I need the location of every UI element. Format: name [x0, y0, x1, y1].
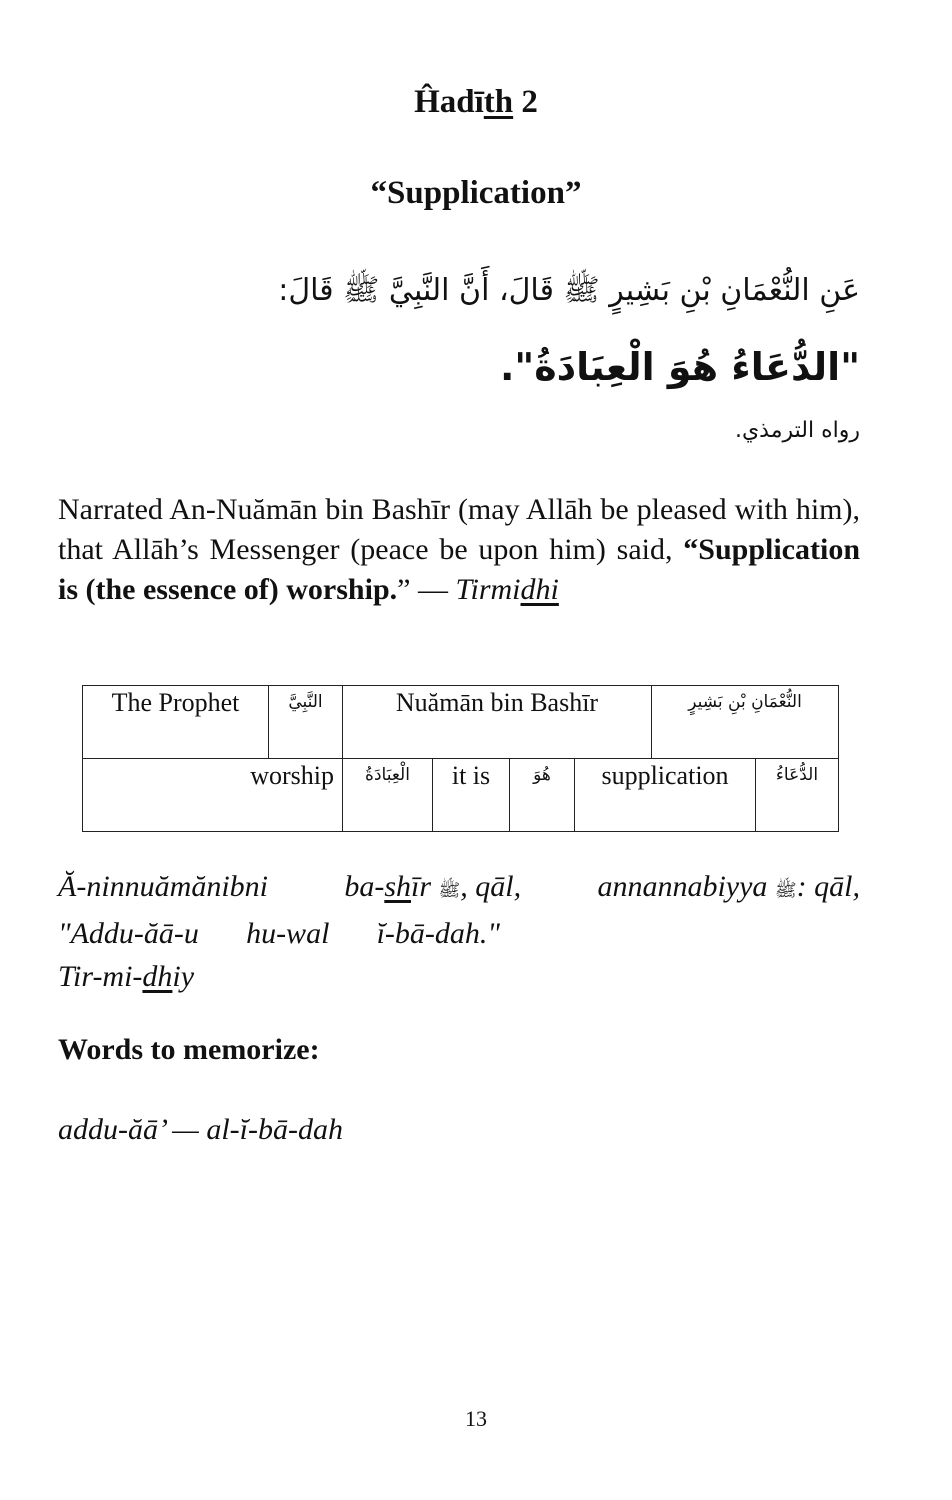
vocab-en-supplication: supplication: [575, 759, 756, 832]
vocab-ar-the-prophet: النَّبِيَّ: [269, 686, 343, 759]
transliteration: [58, 865, 860, 998]
page-number: 13: [465, 1406, 487, 1431]
transliteration-line-2: "Addu-ăā-u hu-wal ĭ-bā-dah.": [58, 917, 500, 950]
vocab-ar-numan-bin-bashir: النُّعْمَانِ بْنِ بَشِيرٍ: [652, 686, 839, 759]
arabic-matn: "الدُّعَاءُ هُوَ الْعِبَادَةُ".: [499, 345, 860, 389]
english-narration: Narrated An-Nuămān bin Bashīr (may Allāh be pleased with him), that Allāh’s Messenger (peace be upon him) said, “Supplication is (the essence of) worship.” — Tirmidhi: [58, 493, 860, 606]
hadith-subtitle: “Supplication”: [370, 175, 582, 211]
vocab-ar-worship: الْعِبَادَةُ: [343, 759, 433, 832]
vocab-en-numan-bin-bashir: Nuămān bin Bashīr: [343, 686, 652, 759]
words-to-memorize-title: Words to memorize:: [58, 1033, 320, 1066]
vocab-ar-supplication: الدُّعَاءُ: [756, 759, 839, 832]
transliteration-source: Tir-mi-dhiy: [58, 960, 195, 993]
arabic-isnad: عَنِ النُّعْمَانِ بْنِ بَشِيرٍ ﷺ قَالَ، أَنَّ النَّبِيَّ ﷺ قَالَ:: [278, 273, 860, 308]
honorific-icon: ﷺ: [438, 880, 461, 901]
vocab-en-worship: worship: [83, 759, 343, 832]
transliteration-line-1: Ă-ninnuămănibni ba-shīr ﷺ, qāl, annannabiyya ﷺ: qāl,: [58, 870, 860, 903]
vocab-ar-it-is: هُوَ: [510, 759, 575, 832]
arabic-source: رواه الترمذي.: [734, 418, 860, 443]
table-row: [83, 686, 839, 759]
vocab-en-the-prophet: The Prophet: [83, 686, 269, 759]
words-to-memorize-list: addu-ăā’ — al-ĭ-bā-dah: [58, 1113, 343, 1146]
table-row: [83, 759, 839, 832]
honorific-icon: ﷺ: [774, 880, 797, 901]
vocab-en-it-is: it is: [433, 759, 510, 832]
hadith-title: Ĥadīth 2: [414, 84, 538, 120]
vocabulary-table: [82, 685, 839, 832]
